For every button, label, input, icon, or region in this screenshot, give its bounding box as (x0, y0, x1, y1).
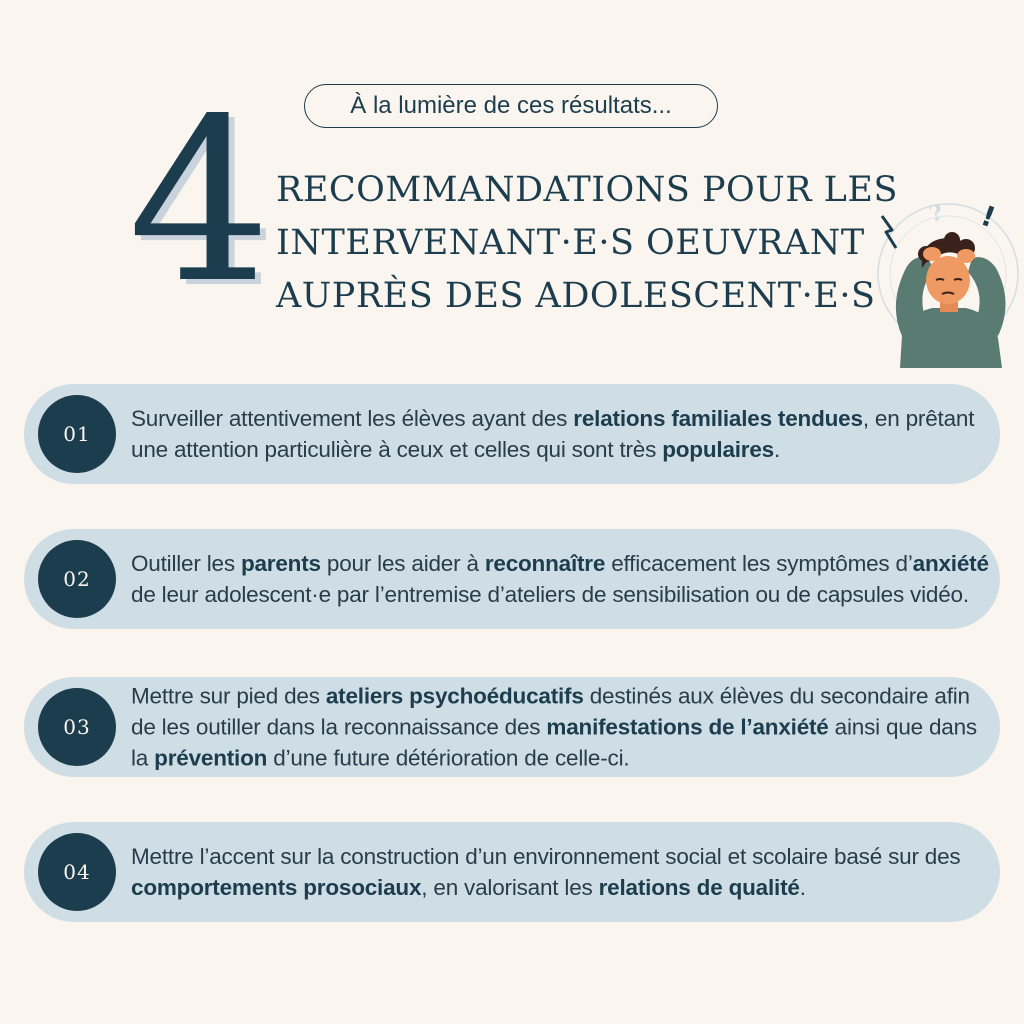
emphasis-text: ateliers psychoéducatifs (325, 683, 584, 709)
emphasis-text: anxiété (912, 551, 989, 576)
recommendation-card-2 (24, 529, 1000, 629)
text-segment: , en valorisant les (421, 875, 599, 900)
text-segment: . (799, 875, 806, 900)
emphasis-text: manifestations de l’anxiété (546, 714, 829, 740)
text-segment: destinés aux élèves du secondaire afin de les outiller dans la reconnaissance des (131, 683, 970, 740)
intro-pill (304, 84, 718, 128)
emphasis-text: relations familiales tendues (573, 406, 863, 431)
recommendation-text (131, 403, 990, 465)
emphasis-text: comportements prosociaux (131, 875, 422, 900)
recommendation-card-4 (24, 822, 1000, 922)
exclamation-mark-icon: ! (976, 198, 1000, 235)
text-segment: , en prêtant une attention particulière à ceux et celles qui sont très (131, 406, 975, 462)
recommendation-text (131, 841, 990, 903)
stressed-person-icon (862, 196, 1022, 368)
big-number-four: 4 (128, 71, 272, 333)
text-segment: d’une future détérioration de celle-ci. (267, 745, 630, 771)
number-badge: 03 (38, 688, 116, 766)
intro-text: À la lumière de ces résultats... (350, 92, 672, 119)
question-mark-icon: ? (926, 199, 946, 228)
text-segment: Surveiller attentivement les élèves ayant des (131, 406, 574, 431)
recommendation-text (131, 681, 990, 774)
text-segment: Mettre l’accent sur la construction d’un environnement social et scolaire basé sur des (131, 844, 961, 869)
text-segment: . (774, 437, 781, 462)
emphasis-text: populaires (662, 437, 774, 462)
title-line-2: INTERVENANT·E·S OEUVRANT (276, 223, 865, 263)
text-segment: Mettre sur pied des (131, 683, 326, 709)
number-badge: 01 (38, 395, 116, 473)
emphasis-text: reconnaître (484, 551, 606, 576)
recommendation-text (131, 548, 990, 610)
emphasis-text: parents (240, 551, 321, 576)
emphasis-text: prévention (154, 745, 268, 771)
text-segment: ainsi que dans la (131, 714, 977, 771)
text-segment: Outiller les (131, 551, 241, 576)
emphasis-text: relations de qualité (598, 875, 800, 900)
text-segment: pour les aider à (320, 551, 485, 576)
title-line-1: RECOMMANDATIONS POUR LES (276, 170, 898, 210)
page-title (276, 164, 916, 323)
title-line-3: AUPRÈS DES ADOLESCENT·E·S (276, 276, 876, 316)
text-segment: efficacement les symptômes d’ (605, 551, 913, 576)
recommendation-card-1 (24, 384, 1000, 484)
text-segment: de leur adolescent·e par l’entremise d’ateliers de sensibilisation ou de capsules vidéo. (131, 582, 969, 607)
recommendation-card-3 (24, 677, 1000, 777)
number-badge: 04 (38, 833, 116, 911)
number-badge: 02 (38, 540, 116, 618)
